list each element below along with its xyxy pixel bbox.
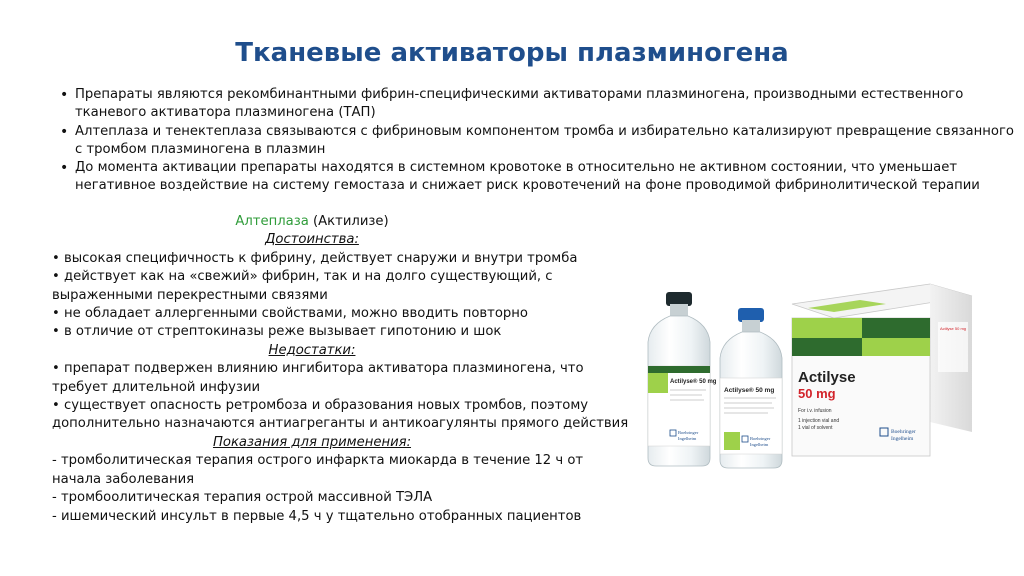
indications-title: Показания для применения: (212, 434, 412, 450)
advantage-line: • высокая специфичность к фибрину, действует снаружи и внутри тромба (52, 250, 578, 266)
intro-bullet-3-line-1: • До момента активации препараты находятся в системном кровотоке в относительно не активном состоянии, что уменьшает (75, 160, 958, 176)
intro-bullet-1-line-2: тканевого активатора плазминогена (ТАП) (75, 105, 376, 121)
drug-name: Алтеплаза (235, 214, 309, 229)
box-contents-2: 1 vial of solvent (798, 425, 833, 431)
indication-line: - тромбоолитическая терапия острой массивной ТЭЛА (52, 490, 433, 506)
box-brand: Actilyse (798, 369, 856, 386)
actilyse-box (792, 284, 972, 462)
vial-2-brand: Actilyse® 50 mg (724, 387, 775, 394)
advantage-line: • действует как на «свежий» фибрин, так и на долго существующий, с (52, 269, 553, 285)
indication-line: - ишемический инсульт в первые 4,5 ч у тщательно отобранных пациентов (52, 508, 582, 524)
vial-2-maker-2: Ingelheim (750, 442, 769, 447)
intro-bullet-2 (58, 123, 1014, 160)
drug-heading (52, 213, 572, 231)
vial-1-maker-1: Boehringer (678, 430, 699, 435)
disadvantage-line: • препарат подвержен влиянию ингибитора активатора плазминогена, что (52, 361, 584, 377)
intro-bullet-2-line-1: • Алтеплаза и тенектеплаза связываются с фибриновым компонентом тромба и избирательно катализируют превращение связанного (75, 123, 1014, 139)
box-route: For i.v. infusion (798, 408, 832, 414)
intro-bullet-2-line-2: с тромбом плазминогена в плазмин (75, 141, 326, 157)
advantage-line: • не обладает аллергенными свойствами, можно вводить повторно (52, 306, 528, 322)
intro-bullet-list (58, 86, 1014, 196)
box-maker-2: Ingelheim (891, 436, 914, 442)
actilyse-product-photo (640, 282, 980, 472)
indication-line: - тромболитическая терапия острого инфаркта миокарда в течение 12 ч от (52, 453, 584, 469)
advantages-title: Достоинства: (265, 232, 359, 248)
intro-bullet-3-line-2: негативное воздействие на систему гемостаза и снижает риск кровотечений на фоне проводимой фибринолитической терапии (75, 178, 980, 194)
disadvantage-line: • существует опасность ретромбоза и образования новых тромбов, поэтому (52, 398, 589, 414)
vial-1 (648, 292, 717, 466)
disadvantages-title: Недостатки: (268, 342, 356, 358)
drug-trade-name: (Актилизе) (308, 214, 389, 229)
box-maker-1: Boehringer (891, 429, 916, 435)
intro-bullet-1-line-1: • Препараты являются рекомбинантными фибрин-специфическими активаторами плазминогена, производными естественного (75, 87, 964, 102)
vial-1-maker-2: Ingelheim (678, 436, 697, 441)
disadvantage-line: дополнительно назначаются антиагреганты и антикоагулянты прямого действия (52, 416, 629, 432)
intro-bullet-3 (58, 159, 978, 196)
advantage-line: выраженными перекрестными связями (52, 287, 328, 303)
vial-1-brand: Actilyse® 50 mg (670, 379, 717, 385)
box-dose: 50 mg (798, 386, 836, 401)
page-title: Тканевые активаторы плазминогена (235, 38, 789, 68)
indication-line: начала заболевания (52, 471, 195, 487)
box-contents-1: 1 injection vial and (798, 418, 840, 424)
disadvantage-line: требует длительной инфузии (52, 379, 261, 395)
advantage-line: • в отличие от стрептокиназы реже вызывает гипотонию и шок (52, 324, 502, 340)
intro-bullet-1 (58, 86, 978, 123)
vial-2 (720, 308, 782, 468)
svg-text:Actilyse 50 mg: Actilyse 50 mg (940, 326, 967, 331)
vial-2-maker-1: Boehringer (750, 436, 771, 441)
alteplase-section (52, 213, 629, 526)
